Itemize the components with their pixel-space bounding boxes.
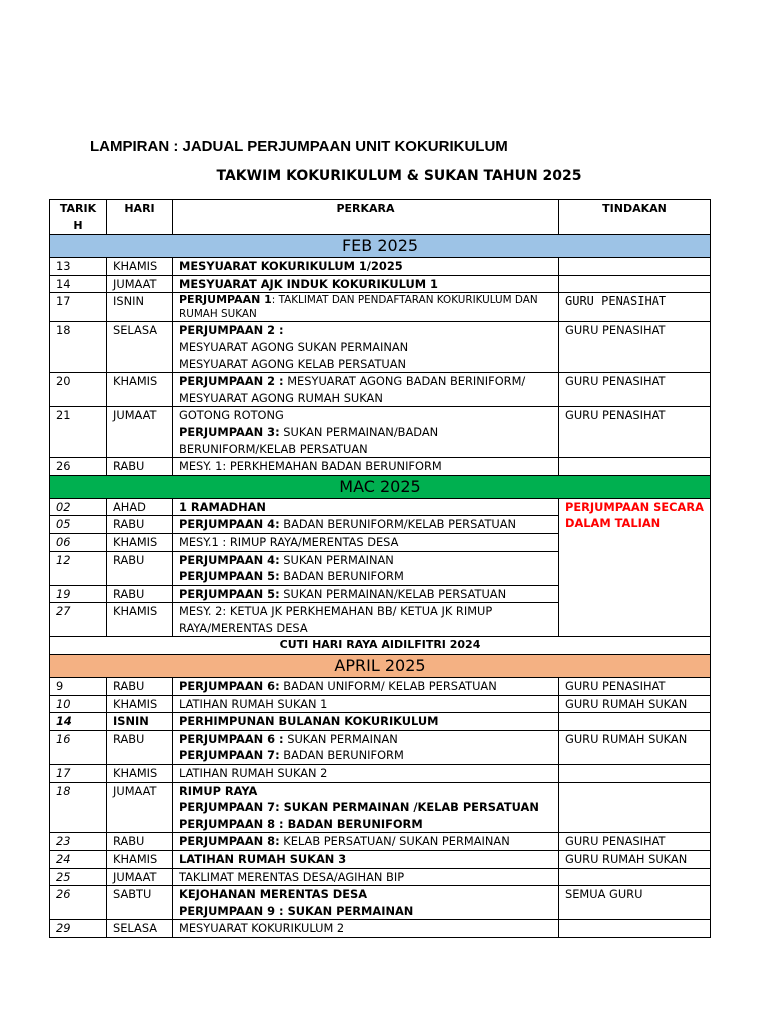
cell-tarikh: 14: [50, 713, 107, 731]
perkara-line: PERJUMPAAN 8 : BADAN BERUNIFORM: [179, 816, 423, 831]
table-row: [50, 258, 711, 276]
cell-perkara: MESY. 2: KETUA JK PERKHEMAHAN BB/ KETUA JK RIMUP RAYA/MERENTAS DESA: [173, 603, 559, 637]
cell-tindakan: GURU PENASIHAT: [559, 407, 711, 458]
perkara-bold: PERJUMPAAN 1: [179, 293, 272, 307]
cell-tarikh: 29: [50, 920, 107, 938]
cell-tindakan: [559, 713, 711, 731]
table-row: [50, 275, 711, 293]
perkara-bold: PERJUMPAAN 2 :: [179, 323, 284, 338]
cell-tindakan: GURU PENASIHAT: [559, 373, 711, 407]
cell-hari: SELASA: [107, 322, 173, 373]
cell-perkara: 1 RAMADHAN: [173, 498, 559, 516]
cell-tarikh: 17: [50, 293, 107, 322]
perkara-bold: PERJUMPAAN 4:: [179, 517, 280, 532]
cell-hari: JUMAAT: [107, 782, 173, 833]
perkara-bold: PERJUMPAAN 5:: [179, 569, 280, 584]
perkara-text: SUKAN PERMAINAN: [279, 552, 394, 567]
perkara-bold: PERJUMPAAN 6:: [179, 679, 280, 694]
cell-tarikh: 17: [50, 765, 107, 783]
perkara-bold: PERJUMPAAN 4:: [179, 552, 280, 567]
cell-hari: KHAMIS: [107, 373, 173, 407]
cell-perkara: LATIHAN RUMAH SUKAN 2: [173, 765, 559, 783]
cell-tarikh: 18: [50, 322, 107, 373]
cell-hari: JUMAAT: [107, 275, 173, 293]
cell-tindakan: GURU RUMAH SUKAN: [559, 695, 711, 713]
perkara-line: GOTONG ROTONG: [179, 408, 284, 423]
cell-hari: RABU: [107, 730, 173, 764]
cell-hari: RABU: [107, 458, 173, 476]
cell-hari: AHAD: [107, 498, 173, 516]
table-row: [50, 695, 711, 713]
cell-perkara: [173, 516, 559, 534]
table-row: [50, 713, 711, 731]
cell-tarikh: 16: [50, 730, 107, 764]
cell-tarikh: 14: [50, 275, 107, 293]
perkara-bold: PERJUMPAAN 2 :: [179, 374, 284, 389]
perkara-text: SUKAN PERMAINAN/KELAB PERSATUAN: [279, 586, 507, 601]
table-row: [50, 458, 711, 476]
cell-perkara: [173, 833, 559, 851]
perkara-bold: PERJUMPAAN 6 :: [179, 731, 284, 746]
perkara-text: : TAKLIMAT DAN PENDAFTARAN KOKURIKULUM DAN RUMAH SUKAN: [179, 294, 538, 321]
header-perkara: PERKARA: [173, 200, 559, 235]
table-row: [50, 851, 711, 869]
cell-hari: ISNIN: [107, 713, 173, 731]
perkara-bold: PERJUMPAAN 5:: [179, 586, 280, 601]
cell-tarikh: 12: [50, 551, 107, 585]
cell-tarikh: 02: [50, 498, 107, 516]
cell-tindakan: GURU RUMAH SUKAN: [559, 730, 711, 764]
cell-tarikh: 9: [50, 678, 107, 696]
cell-hari: RABU: [107, 833, 173, 851]
cell-tarikh: 19: [50, 585, 107, 603]
perkara-line: MESYUARAT AGONG KELAB PERSATUAN: [179, 356, 407, 371]
cell-hari: ISNIN: [107, 293, 173, 322]
cell-hari: KHAMIS: [107, 258, 173, 276]
cell-perkara: [173, 551, 559, 585]
cell-tarikh: 13: [50, 258, 107, 276]
table-row: [50, 678, 711, 696]
cell-hari: KHAMIS: [107, 765, 173, 783]
cell-tindakan: [559, 458, 711, 476]
cell-hari: RABU: [107, 516, 173, 534]
cell-tarikh: 06: [50, 533, 107, 551]
table-row: [50, 322, 711, 373]
table-row: [50, 920, 711, 938]
perkara-bold: PERJUMPAAN 3:: [179, 424, 280, 439]
cell-perkara: [173, 886, 559, 920]
table-row: [50, 730, 711, 764]
perkara-text: KELAB PERSATUAN/ SUKAN PERMAINAN: [279, 834, 510, 849]
header-tindakan: TINDAKAN: [559, 200, 711, 235]
cell-tarikh: 25: [50, 868, 107, 886]
cell-hari: RABU: [107, 551, 173, 585]
holiday-label: CUTI HARI RAYA AIDILFITRI 2024: [50, 637, 711, 655]
cell-hari: KHAMIS: [107, 695, 173, 713]
perkara-line: MESYUARAT AGONG SUKAN PERMAINAN: [179, 339, 409, 354]
cell-tarikh: 18: [50, 782, 107, 833]
cell-tindakan: GURU PENASIHAT: [559, 322, 711, 373]
table-row: [50, 782, 711, 833]
cell-tarikh: 26: [50, 458, 107, 476]
cell-tindakan: [559, 275, 711, 293]
cell-perkara: MESYUARAT AJK INDUK KOKURIKULUM 1: [173, 275, 559, 293]
perkara-bold: PERJUMPAAN 7:: [179, 748, 280, 763]
month-label: MAC 2025: [50, 475, 711, 498]
cell-perkara: LATIHAN RUMAH SUKAN 1: [173, 695, 559, 713]
cell-hari: JUMAAT: [107, 868, 173, 886]
perkara-bold: PERJUMPAAN 8:: [179, 834, 280, 849]
cell-tarikh: 24: [50, 851, 107, 869]
cell-tarikh: 10: [50, 695, 107, 713]
month-label: APRIL 2025: [50, 655, 711, 678]
cell-perkara: [173, 678, 559, 696]
table-row: [50, 407, 711, 458]
cell-perkara: [173, 782, 559, 833]
month-label: FEB 2025: [50, 235, 711, 258]
month-row-april: [50, 655, 711, 678]
header-tarikh: TARIK H: [50, 200, 107, 235]
cell-perkara: [173, 373, 559, 407]
cell-perkara: PERHIMPUNAN BULANAN KOKURIKULUM: [173, 713, 559, 731]
cell-hari: KHAMIS: [107, 533, 173, 551]
perkara-text: SUKAN PERMAINAN/BADAN BERUNIFORM/KELAB PERSATUAN: [179, 424, 439, 456]
document-subtitle: TAKWIM KOKURIKULUM & SUKAN TAHUN 2025: [216, 168, 582, 184]
table-row: [50, 868, 711, 886]
cell-tindakan: [559, 782, 711, 833]
cell-hari: JUMAAT: [107, 407, 173, 458]
cell-perkara: [173, 322, 559, 373]
cell-tindakan: GURU PENASIHAT: [559, 833, 711, 851]
perkara-text: MESYUARAT AGONG BADAN BERINIFORM/ MESYUARAT AGONG RUMAH SUKAN: [179, 374, 526, 405]
cell-tindakan: [559, 868, 711, 886]
cell-perkara: MESY.1 : RIMUP RAYA/MERENTAS DESA: [173, 533, 559, 551]
cell-tindakan: GURU PENASIHAT: [559, 678, 711, 696]
table-row: [50, 833, 711, 851]
cell-tindakan: [559, 920, 711, 938]
perkara-line: RIMUP RAYA: [179, 783, 258, 798]
perkara-text: BADAN BERUNIFORM: [279, 748, 404, 763]
cell-perkara: [173, 585, 559, 603]
cell-hari: SABTU: [107, 886, 173, 920]
header-hari: HARI: [107, 200, 173, 235]
cell-perkara: [173, 730, 559, 764]
perkara-text: BADAN BERUNIFORM: [279, 569, 404, 584]
cell-perkara: TAKLIMAT MERENTAS DESA/AGIHAN BIP: [173, 868, 559, 886]
cell-tindakan: [559, 258, 711, 276]
cell-tindakan: SEMUA GURU: [559, 886, 711, 920]
cell-perkara: MESYUARAT KOKURIKULUM 2: [173, 920, 559, 938]
perkara-text: BADAN BERUNIFORM/KELAB PERSATUAN: [279, 517, 517, 532]
cell-tarikh: 21: [50, 407, 107, 458]
cell-hari: KHAMIS: [107, 851, 173, 869]
table-row: [50, 293, 711, 322]
cell-hari: KHAMIS: [107, 603, 173, 637]
perkara-line: KEJOHANAN MERENTAS DESA: [179, 887, 368, 902]
cell-tindakan: GURU PENASIHAT: [559, 293, 711, 322]
cell-tindakan: [559, 765, 711, 783]
cell-perkara: [173, 407, 559, 458]
month-row-feb: [50, 235, 711, 258]
cell-tarikh: 26: [50, 886, 107, 920]
perkara-text: BADAN UNIFORM/ KELAB PERSATUAN: [279, 679, 497, 694]
cell-perkara: LATIHAN RUMAH SUKAN 3: [173, 851, 559, 869]
table-row: [50, 373, 711, 407]
cell-tarikh: 27: [50, 603, 107, 637]
cell-tarikh: 20: [50, 373, 107, 407]
table-row: [50, 498, 711, 516]
cell-hari: SELASA: [107, 920, 173, 938]
cell-tindakan: GURU RUMAH SUKAN: [559, 851, 711, 869]
perkara-text: SUKAN PERMAINAN: [283, 731, 398, 746]
cell-tarikh: 23: [50, 833, 107, 851]
perkara-line: PERJUMPAAN 9 : SUKAN PERMAINAN: [179, 903, 414, 918]
cell-perkara: [173, 293, 559, 322]
header-row: [50, 200, 711, 235]
perkara-line: PERJUMPAAN 7: SUKAN PERMAINAN /KELAB PERSATUAN: [179, 800, 539, 815]
cell-perkara: MESY. 1: PERKHEMAHAN BADAN BERUNIFORM: [173, 458, 559, 476]
cell-tarikh: 05: [50, 516, 107, 534]
table-row: [50, 886, 711, 920]
month-row-mac: [50, 475, 711, 498]
schedule-table: [49, 199, 711, 938]
table-row: [50, 765, 711, 783]
holiday-row: [50, 637, 711, 655]
cell-hari: RABU: [107, 585, 173, 603]
document-title: LAMPIRAN : JADUAL PERJUMPAAN UNIT KOKURIKULUM: [90, 138, 508, 155]
cell-perkara: MESYUARAT KOKURIKULUM 1/2025: [173, 258, 559, 276]
cell-tindakan-online: PERJUMPAAN SECARA DALAM TALIAN: [559, 498, 711, 637]
cell-hari: RABU: [107, 678, 173, 696]
